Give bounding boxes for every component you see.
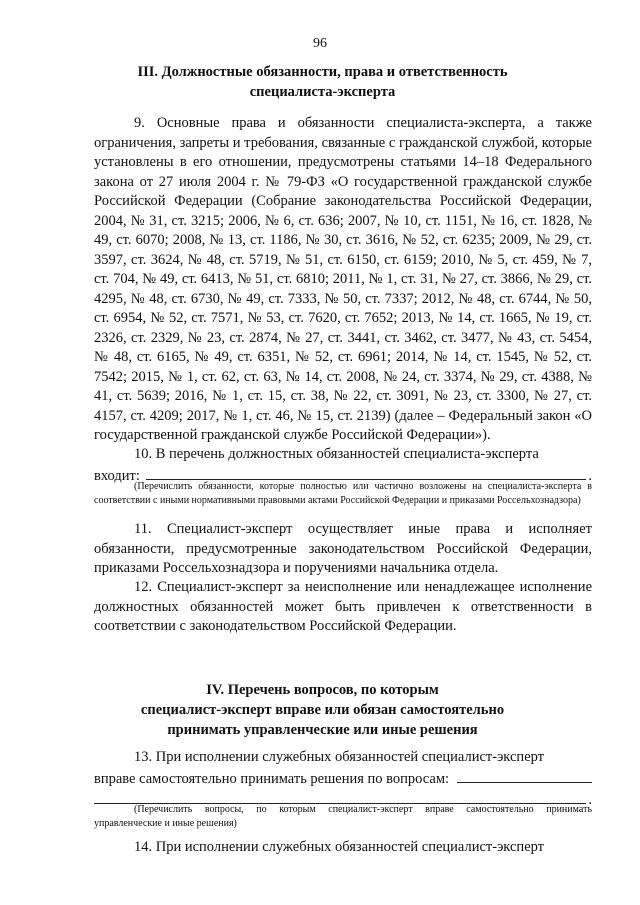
paragraph-13-line-1: 13. При исполнении служебных обязанностей специалист-эксперт	[134, 749, 545, 765]
paragraph-11	[94, 520, 592, 579]
paragraph-14	[94, 838, 592, 858]
section-4-title-line-3: принимать управленческие или иные решения	[167, 722, 478, 738]
section-4-title-line-2: специалист-эксперт вправе или обязан самостоятельно	[140, 702, 505, 718]
section-3-title-line-1: III. Должностные обязанности, права и ответственность	[137, 64, 508, 80]
footnote-duties: (Перечислить обязанности, которые полностью или частично возложены на специалиста-эксперта в соответствии с иными нормативными правовыми актами Российской Федерации и приказами Россельхознадзора)	[94, 481, 592, 506]
paragraph-13-line-3-end: .	[588, 792, 592, 808]
paragraph-10-line-2-end: .	[588, 467, 592, 484]
paragraph-10-line-2-start: входит:	[94, 467, 140, 484]
section-4-heading	[80, 680, 565, 740]
section-4-title-line-1: IV. Перечень вопросов, по которым	[206, 682, 439, 698]
paragraph-10-line-1: 10. В перечень должностных обязанностей специалиста-эксперта	[134, 446, 539, 462]
questions-blank-line-2	[94, 789, 586, 804]
paragraph-9	[94, 114, 592, 446]
paragraph-13	[94, 748, 592, 811]
section-3-title-line-2: специалиста-эксперта	[249, 84, 396, 100]
duties-blank-line	[146, 465, 586, 480]
paragraph-13-line-2-start: вправе самостоятельно принимать решения по вопросам:	[94, 770, 450, 787]
footnote-questions: (Перечислить вопросы, по которым специалист-эксперт вправе самостоятельно принимать управленческие и иные решения)	[94, 804, 592, 829]
paragraph-9-text: 9. Основные права и обязанности специалиста-эксперта, а также ограничения, запреты и требования, связанные с гражданской службой, которые установлены в его отношении, предусмотрены статьями 14–18 Федерального закона от 27 июля 2004 г. № 79-ФЗ «О государственной гражданской службе Российской Федерации (Собрание законодательства Российской Федерации, 2004, № 31, ст. 3215; 2006, № 6, ст. 636; 2007, № 10, ст. 1151, № 16, ст. 1828, № 49, ст. 6070; 2008, № 13, ст. 1186, № 30, ст. 3616, № 52, ст. 6235; 2009, № 29, ст. 3597, ст. 3624, № 48, ст. 5719, № 51, ст. 6150, ст. 6159; 2010, № 5, ст. 459, № 7, ст. 704, № 49, ст. 6413, № 51, ст. 6810; 2011, № 1, ст. 31, № 27, ст. 3866, № 29, ст. 4295, № 48, ст. 6730, № 49, ст. 7333, № 50, ст. 7337; 2012, № 48, ст. 6744, № 50, ст. 6954, № 52, ст. 7571, № 53, ст. 7620, ст. 7652; 2013, № 14, ст. 1665, № 19, ст. 2326, ст. 2329, № 23, ст. 2874, № 27, ст. 3441, ст. 3462, ст. 3477, № 43, ст. 5454, № 48, ст. 6165, № 49, ст. 6351, № 52, ст. 6961; 2014, № 14, ст. 1545, № 52, ст. 7542; 2015, № 1, ст. 62, ст. 63, № 14, ст. 2008, № 24, ст. 3374, № 29, ст. 4388, № 41, ст. 5639; 2016, № 1, ст. 15, ст. 38, № 22, ст. 3091, № 23, ст. 3300, № 27, ст. 4157, ст. 4209; 2017, № 1, ст. 46, № 15, ст. 2139) (далее – Федеральный закон «О государственной гражданской службе Российской Федерации»).	[94, 115, 592, 443]
page-number: 96	[313, 36, 327, 51]
paragraph-14-text: 14. При исполнении служебных обязанностей специалист-эксперт	[134, 839, 545, 855]
paragraph-11-text: 11. Специалист-эксперт осуществляет иные права и исполняет обязанности, предусмотренные законодательством Российской Федерации, приказами Россельхознадзора и поручениями начальника отдела.	[94, 521, 592, 576]
paragraph-12	[94, 578, 592, 637]
paragraph-12-text: 12. Специалист-эксперт за неисполнение или ненадлежащее исполнение должностных обязанностей может быть привлечен к ответственности в соответствии с законодательством Российской Федерации.	[94, 579, 592, 634]
section-3-heading	[80, 62, 565, 102]
questions-blank-line-1	[457, 768, 592, 783]
